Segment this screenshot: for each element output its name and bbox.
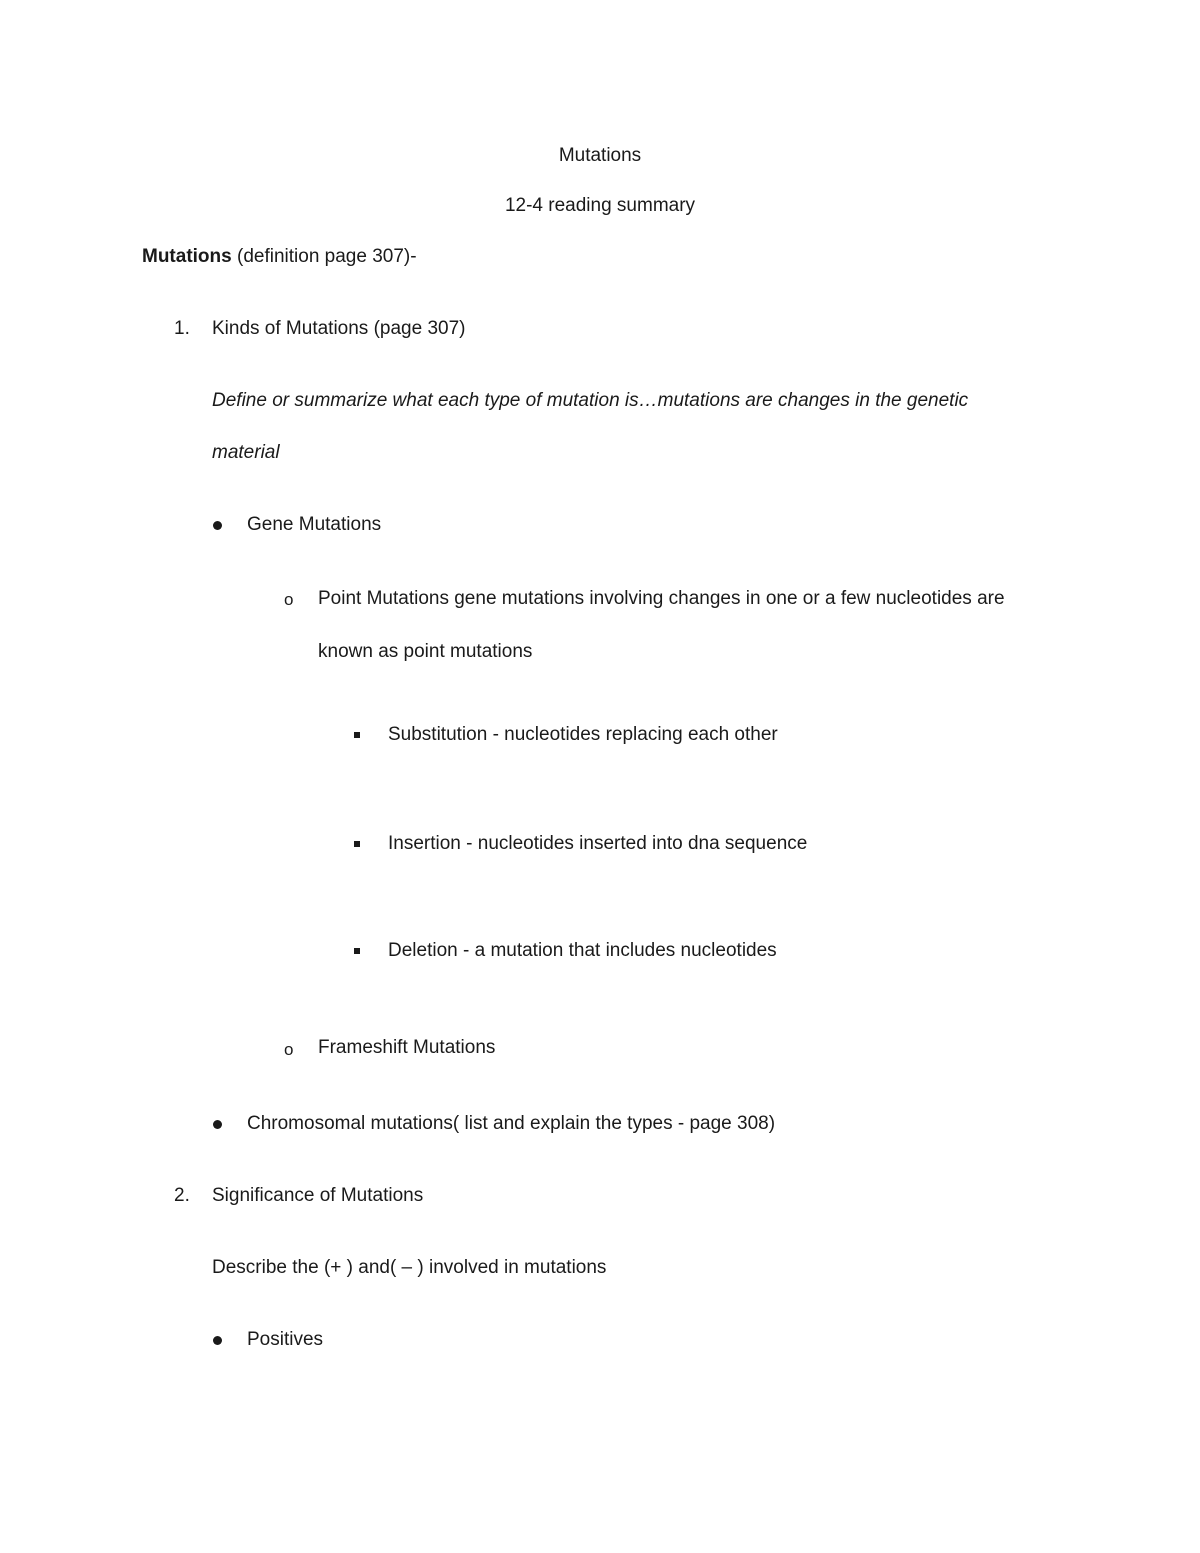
document-title: Mutations [558,145,642,166]
definition-rest: (definition page 307)- [231,246,417,267]
square-bullet-icon [354,732,360,738]
instruction-line-2: material [212,442,280,463]
square-bullet-icon [354,841,360,847]
instruction-line-1: Define or summarize what each type of mutation is…mutations are changes in the genetic [212,390,969,411]
bullet-dot-icon [213,521,222,530]
point-mutations-line-2: known as point mutations [318,641,533,662]
substitution-item: Substitution - nucleotides replacing each other [388,724,778,745]
definition-line [142,245,417,269]
describe-line: Describe the (+ ) and( – ) involved in mutations [212,1257,607,1278]
point-mutations-line-1: Point Mutations gene mutations involving changes in one or a few nucleotides are [318,588,1005,609]
document-subtitle: 12-4 reading summary [504,195,696,216]
bullet-dot-icon [213,1120,222,1129]
circle-bullet-icon: o [284,1040,294,1059]
frameshift-item: Frameshift Mutations [318,1037,496,1058]
insertion-item: Insertion - nucleotides inserted into dna sequence [388,833,808,854]
deletion-item: Deletion - a mutation that includes nucleotides [388,940,777,961]
chromosomal-item: Chromosomal mutations( list and explain the types - page 308) [247,1113,776,1134]
positives-item: Positives [247,1329,324,1350]
definition-label: Mutations [142,246,232,267]
bullet-dot-icon [213,1336,222,1345]
section1-heading: Kinds of Mutations (page 307) [212,318,466,339]
section1-number: 1. [174,318,190,339]
section2-heading: Significance of Mutations [212,1185,424,1206]
gene-mutations-item: Gene Mutations [247,514,382,535]
circle-bullet-icon: o [284,590,294,609]
section2-number: 2. [174,1185,190,1206]
square-bullet-icon [354,948,360,954]
